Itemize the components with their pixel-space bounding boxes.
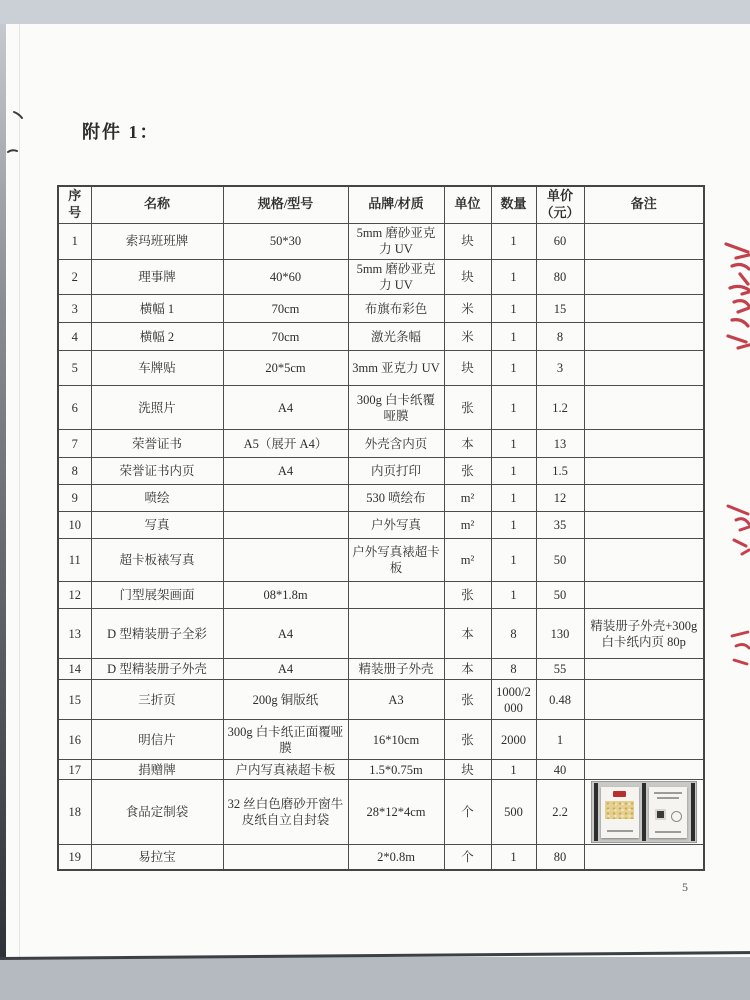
cell-qty: 1 [491,259,536,295]
cell-price: 50 [536,539,584,582]
cell-spec [223,485,348,512]
cell-spec: 70cm [223,323,348,351]
cell-spec: 户内写真裱超卡板 [223,760,348,780]
cell-no: 3 [58,295,91,323]
cell-name: 理事牌 [91,259,223,295]
cell-remark [584,458,704,485]
cell-remark [584,845,704,870]
cell-no: 11 [58,539,91,582]
cell-qty: 1 [491,430,536,458]
bag-text-line [654,792,682,794]
cell-remark [584,351,704,386]
cell-remark [584,659,704,680]
table-row [58,659,704,680]
header-price: 单价（元） [536,186,584,223]
pen-speck [7,142,19,160]
cell-price: 3 [536,351,584,386]
cell-remark [584,582,704,609]
cell-brand: 28*12*4cm [348,780,444,845]
table-row [58,386,704,430]
cell-no: 9 [58,485,91,512]
cell-remark [584,539,704,582]
cell-price: 1.2 [536,386,584,430]
cell-qty: 1 [491,539,536,582]
table-row [58,539,704,582]
cell-unit: 个 [444,845,491,870]
table-row [58,582,704,609]
cell-name: 荣誉证书内页 [91,458,223,485]
table-row [58,323,704,351]
cell-price: 13 [536,430,584,458]
product-photo [591,781,697,843]
cell-name: 横幅 1 [91,295,223,323]
cell-no: 14 [58,659,91,680]
cell-price: 0.48 [536,680,584,720]
table-row [58,223,704,259]
cell-price: 2.2 [536,780,584,845]
cell-brand: 5mm 磨砂亚克力 UV [348,259,444,295]
cell-no: 13 [58,609,91,659]
cell-name: 喷绘 [91,485,223,512]
cell-no: 10 [58,512,91,539]
cell-unit: 米 [444,323,491,351]
cell-spec: 32 丝白色磨砂开窗牛皮纸自立自封袋 [223,780,348,845]
cell-unit: 块 [444,760,491,780]
cell-unit: 张 [444,720,491,760]
cell-unit: 张 [444,582,491,609]
round-stamp [671,811,682,822]
cell-spec: A4 [223,458,348,485]
cell-qty: 1 [491,223,536,259]
cell-brand: 布旗布彩色 [348,295,444,323]
table-row [58,295,704,323]
cell-spec: 40*60 [223,259,348,295]
cell-brand: 5mm 磨砂亚克力 UV [348,223,444,259]
cell-spec: A4 [223,609,348,659]
cell-price: 1 [536,720,584,760]
cell-brand [348,582,444,609]
cell-remark [584,323,704,351]
cell-price: 60 [536,223,584,259]
cell-spec [223,845,348,870]
header-spec: 规格/型号 [223,186,348,223]
cell-remark [584,485,704,512]
red-ink-mark-lower [730,628,750,670]
cell-unit: 张 [444,680,491,720]
cell-no: 6 [58,386,91,430]
cell-remark [584,259,704,295]
cell-unit: 块 [444,259,491,295]
cell-qty: 500 [491,780,536,845]
cell-spec: A4 [223,659,348,680]
cell-brand: 300g 白卡纸覆哑膜 [348,386,444,430]
photo-dark-bar [594,783,598,841]
cell-unit: 张 [444,458,491,485]
table-row [58,485,704,512]
cell-no: 5 [58,351,91,386]
cell-no: 16 [58,720,91,760]
cell-price: 1.5 [536,458,584,485]
cell-qty: 1 [491,295,536,323]
cell-no: 12 [58,582,91,609]
cell-remark [584,386,704,430]
cell-unit: 块 [444,223,491,259]
cell-price: 80 [536,259,584,295]
header-unit: 单位 [444,186,491,223]
cell-brand: A3 [348,680,444,720]
cell-unit: m² [444,512,491,539]
page-fold-line [19,24,20,957]
table-row [58,780,704,845]
cell-name: 索玛班班牌 [91,223,223,259]
kraft-window [605,801,634,819]
cell-name: D 型精装册子外壳 [91,659,223,680]
cell-unit: 块 [444,351,491,386]
pouch-bag-left [601,787,639,838]
price-table [57,185,705,871]
cell-remark [584,295,704,323]
cell-name: 写真 [91,512,223,539]
cell-brand: 1.5*0.75m [348,760,444,780]
red-logo [613,791,626,797]
page-left-edge-shadow [0,24,6,957]
cell-name: 门型展架画面 [91,582,223,609]
pouch-bag-right [649,787,687,838]
cell-no: 19 [58,845,91,870]
cell-unit: 个 [444,780,491,845]
cell-unit: 张 [444,386,491,430]
red-ink-mark-upper [722,236,750,356]
scanner-background-top [0,0,750,24]
cell-name: 捐赠牌 [91,760,223,780]
cell-brand: 外壳含内页 [348,430,444,458]
cell-name: 荣誉证书 [91,430,223,458]
header-remark: 备注 [584,186,704,223]
header-brand: 品牌/材质 [348,186,444,223]
cell-qty: 1 [491,351,536,386]
cell-no: 1 [58,223,91,259]
cell-spec: A4 [223,386,348,430]
cell-unit: 本 [444,659,491,680]
table-row [58,680,704,720]
bag-text-line [655,831,681,833]
cell-price: 80 [536,845,584,870]
cell-brand: 16*10cm [348,720,444,760]
cell-qty: 8 [491,659,536,680]
cell-name: 横幅 2 [91,323,223,351]
cell-no: 7 [58,430,91,458]
cell-spec: 20*5cm [223,351,348,386]
table-body [58,223,704,870]
table-row [58,512,704,539]
cell-unit: 本 [444,430,491,458]
cell-no: 17 [58,760,91,780]
cell-qty: 1 [491,845,536,870]
cell-name: 超卡板裱写真 [91,539,223,582]
bag-text-line [607,830,633,832]
cell-qty: 8 [491,609,536,659]
cell-brand: 精装册子外壳 [348,659,444,680]
cell-name: 食品定制袋 [91,780,223,845]
cell-brand: 激光条幅 [348,323,444,351]
cell-price: 8 [536,323,584,351]
cell-qty: 1 [491,323,536,351]
cell-spec: 300g 白卡纸正面覆哑膜 [223,720,348,760]
cell-unit: 米 [444,295,491,323]
cell-qty: 1 [491,485,536,512]
qr-code [655,809,666,820]
cell-spec [223,512,348,539]
table-row [58,760,704,780]
cell-brand: 2*0.8m [348,845,444,870]
table-row [58,845,704,870]
table-row [58,259,704,295]
cell-price: 130 [536,609,584,659]
page-number: 5 [682,880,688,894]
cell-no: 15 [58,680,91,720]
cell-brand [348,609,444,659]
cell-no: 8 [58,458,91,485]
cell-spec: 08*1.8m [223,582,348,609]
cell-price: 35 [536,512,584,539]
cell-remark [584,430,704,458]
cell-spec: A5（展开 A4） [223,430,348,458]
cell-name: 明信片 [91,720,223,760]
cell-qty: 1 [491,386,536,430]
header-qty: 数量 [491,186,536,223]
cell-price: 50 [536,582,584,609]
cell-brand: 户外写真 [348,512,444,539]
cell-unit: m² [444,485,491,512]
cell-brand: 内页打印 [348,458,444,485]
cell-name: 易拉宝 [91,845,223,870]
cell-qty: 1 [491,512,536,539]
photo-dark-bar [642,783,646,841]
cell-brand: 户外写真裱超卡板 [348,539,444,582]
header-name: 名称 [91,186,223,223]
cell-qty: 1 [491,458,536,485]
table-row [58,430,704,458]
cell-price: 15 [536,295,584,323]
cell-qty: 1 [491,760,536,780]
cell-no: 4 [58,323,91,351]
table-row [58,609,704,659]
pen-speck [12,108,24,126]
cell-qty: 1 [491,582,536,609]
cell-remark [584,780,704,845]
table-header [58,186,704,223]
table-row [58,458,704,485]
cell-name: D 型精装册子全彩 [91,609,223,659]
cell-price: 55 [536,659,584,680]
cell-unit: 本 [444,609,491,659]
cell-remark [584,760,704,780]
cell-name: 车牌贴 [91,351,223,386]
cell-no: 2 [58,259,91,295]
header-no: 序号 [58,186,91,223]
bag-text-line [657,797,679,799]
cell-spec: 200g 铜版纸 [223,680,348,720]
cell-spec: 50*30 [223,223,348,259]
table-row [58,351,704,386]
cell-unit: m² [444,539,491,582]
cell-name: 三折页 [91,680,223,720]
cell-remark [584,512,704,539]
cell-qty: 2000 [491,720,536,760]
cell-remark [584,223,704,259]
cell-qty: 1000/2000 [491,680,536,720]
cell-name: 洗照片 [91,386,223,430]
cell-remark [584,680,704,720]
photo-dark-bar [691,783,695,841]
cell-remark: 精装册子外壳+300g 白卡纸内页 80p [584,609,704,659]
cell-brand: 530 喷绘布 [348,485,444,512]
table-row [58,720,704,760]
cell-no: 18 [58,780,91,845]
red-ink-mark-middle [726,500,750,564]
cell-brand: 3mm 亚克力 UV [348,351,444,386]
cell-price: 40 [536,760,584,780]
attachment-title: 附件 1： [82,122,160,142]
cell-spec [223,539,348,582]
cell-price: 12 [536,485,584,512]
cell-spec: 70cm [223,295,348,323]
cell-remark [584,720,704,760]
